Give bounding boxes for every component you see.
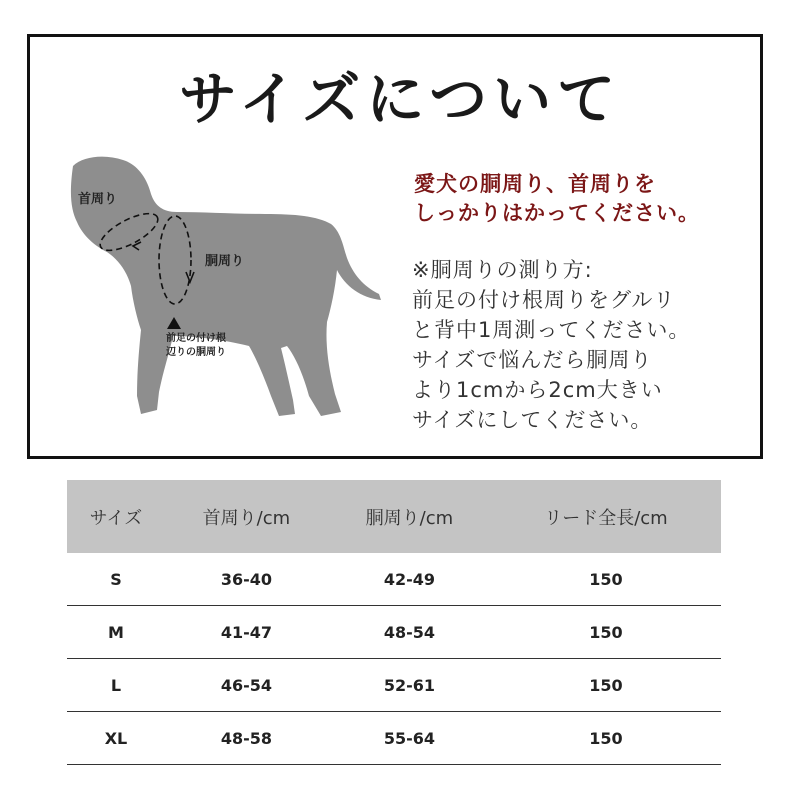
table-row: [67, 553, 721, 606]
header-neck: 首周り/cm: [165, 480, 328, 553]
table-header-row: [67, 480, 721, 553]
header-girth: 胴周り/cm: [328, 480, 491, 553]
cell-girth: 48-54: [328, 606, 491, 659]
cell-girth: 52-61: [328, 659, 491, 712]
how-to-line-5: より1cmから2cm大きい: [412, 378, 663, 402]
how-to-line-6: サイズにしてください。: [412, 408, 653, 432]
how-to-line-3: と背中1周測ってください。: [412, 318, 691, 342]
instruction-line-2: しっかりはかってください。: [414, 201, 700, 225]
cell-lead: 150: [491, 553, 721, 606]
girth-label: 胴周り: [205, 254, 245, 269]
cell-size: M: [67, 606, 165, 659]
cell-lead: 150: [491, 606, 721, 659]
cell-lead: 150: [491, 659, 721, 712]
arrow-note: [166, 332, 226, 360]
neck-label: 首周り: [78, 192, 118, 207]
how-to-line-1: ※胴周りの測り方:: [412, 258, 593, 282]
size-table: [67, 480, 721, 765]
cell-girth: 42-49: [328, 553, 491, 606]
cell-neck: 36-40: [165, 553, 328, 606]
cell-size: XL: [67, 712, 165, 765]
cell-neck: 48-58: [165, 712, 328, 765]
cell-size: S: [67, 553, 165, 606]
measure-instruction: [414, 170, 700, 228]
cell-neck: 41-47: [165, 606, 328, 659]
instruction-line-1: 愛犬の胴周り、首周りを: [414, 172, 656, 196]
table-row: [67, 659, 721, 712]
cell-neck: 46-54: [165, 659, 328, 712]
table-row: [67, 712, 721, 765]
table-row: [67, 606, 721, 659]
page-title: サイズについて: [178, 65, 622, 133]
how-to-line-4: サイズで悩んだら胴周り: [412, 348, 653, 372]
header-lead-length: リード全長/cm: [491, 480, 721, 553]
how-to-line-2: 前足の付け根周りをグルリ: [412, 288, 676, 312]
header-size: サイズ: [67, 480, 165, 553]
cell-girth: 55-64: [328, 712, 491, 765]
arrow-note-line-1: 前足の付け根: [166, 333, 226, 344]
how-to-measure: [412, 255, 690, 435]
cell-size: L: [67, 659, 165, 712]
arrow-note-line-2: 辺りの胴周り: [166, 347, 226, 358]
cell-lead: 150: [491, 712, 721, 765]
dog-silhouette: [71, 157, 381, 416]
